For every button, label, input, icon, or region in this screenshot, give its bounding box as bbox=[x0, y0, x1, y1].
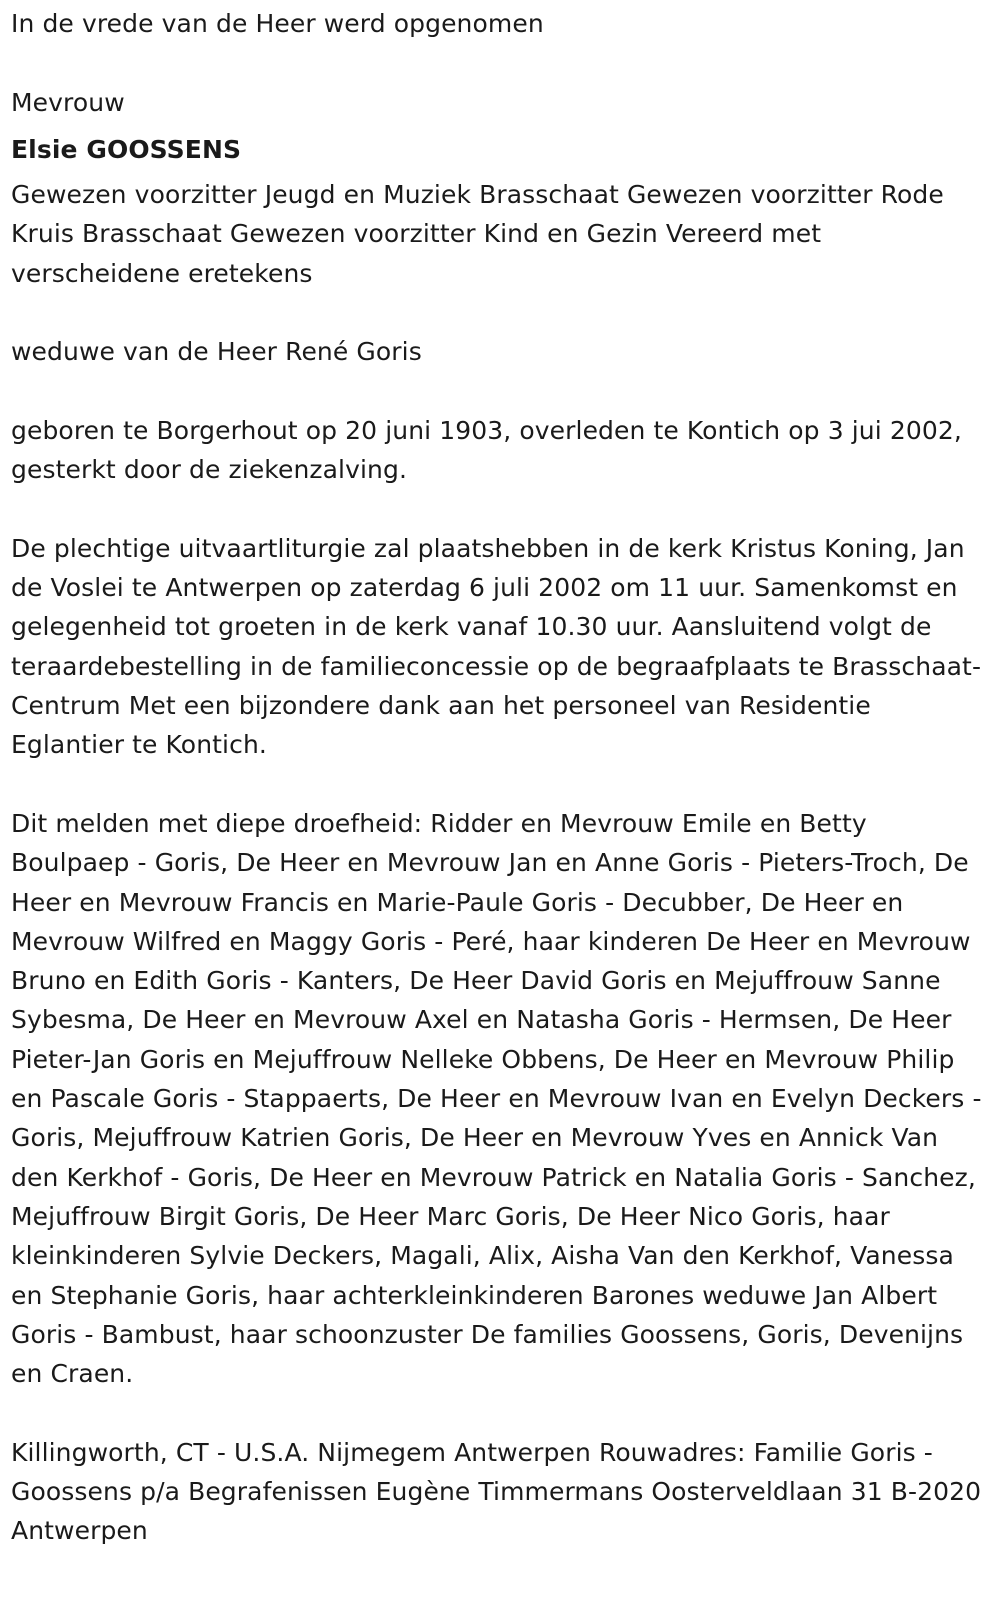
intro-text: In de vrede van de Heer werd opgenomen bbox=[11, 9, 544, 38]
widow-paragraph: weduwe van de Heer René Goris bbox=[11, 337, 422, 367]
titles-paragraph: Gewezen voorzitter Jeugd en Muziek Brasschaat Gewezen voorzitter Rode Kruis Brasschaat Gewezen voorzitter Kind en Gezin Vereerd met verscheidene eretekens bbox=[11, 180, 944, 288]
birth-death-paragraph: geboren te Borgerhout op 20 juni 1903, overleden te Kontich op 3 jui 2002, gesterkt door de ziekenzalving. bbox=[11, 415, 962, 485]
obituary-notice bbox=[11, 4, 986, 1551]
funeral-paragraph: De plechtige uitvaartliturgie zal plaatshebben in de kerk Kristus Koning, Jan de Voslei te Antwerpen op zaterdag 6 juli 2002 om 11 uur. Samenkomst en gelegenheid tot groeten in de kerk vanaf 10.30 uur. Aansluitend volgt de teraardebestelling in de familieconcessie op de begraafplaats te Brasschaat-Centrum Met een bijzondere dank aan het personeel van Residentie Eglantier te Kontich. bbox=[11, 533, 982, 760]
salutation: Mevrouw bbox=[11, 87, 125, 117]
family-paragraph: Dit melden met diepe droefheid: Ridder en Mevrouw Emile en Betty Boulpaep - Goris, De Heer en Mevrouw Jan en Anne Goris - Pieters-Troch, De Heer en Mevrouw Francis en Marie-Paule Goris - Decubber, De Heer en Mevrouw Wilfred en Maggy Goris - Peré, haar kinderen De Heer en Mevrouw Bruno en Edith Goris - Kanters, De Heer David Goris en Mejuffrouw Sanne Sybesma, De Heer en Mevrouw Axel en Natasha Goris - Hermsen, De Heer Pieter-Jan Goris en Mejuffrouw Nelleke Obbens, De Heer en Mevrouw Philip en Pascale Goris - Stappaerts, De Heer en Mevrouw Ivan en Evelyn Deckers - Goris, Mejuffrouw Katrien Goris, De Heer en Mevrouw Yves en Annick Van den Kerkhof - Goris, De Heer en Mevrouw Patrick en Natalia Goris - Sanchez, Mejuffrouw Birgit Goris, De Heer Marc Goris, De Heer Nico Goris, haar kleinkinderen Sylvie Deckers, Magali, Alix, Aisha Van den Kerkhof, Vanessa en Stephanie Goris, haar achterkleinkinderen Barones weduwe Jan Albert Goris - Bambust, haar schoonzuster De families Goossens, Goris, Devenijns en Craen. bbox=[11, 808, 982, 1389]
address-paragraph: Killingworth, CT - U.S.A. Nijmegem Antwerpen Rouwadres: Familie Goris - Goossens p/a Begrafenissen Eugène Timmermans Oosterveldlaan 31 B-2020 Antwerpen bbox=[11, 1437, 982, 1546]
deceased-name: Elsie GOOSSENS bbox=[11, 134, 242, 164]
